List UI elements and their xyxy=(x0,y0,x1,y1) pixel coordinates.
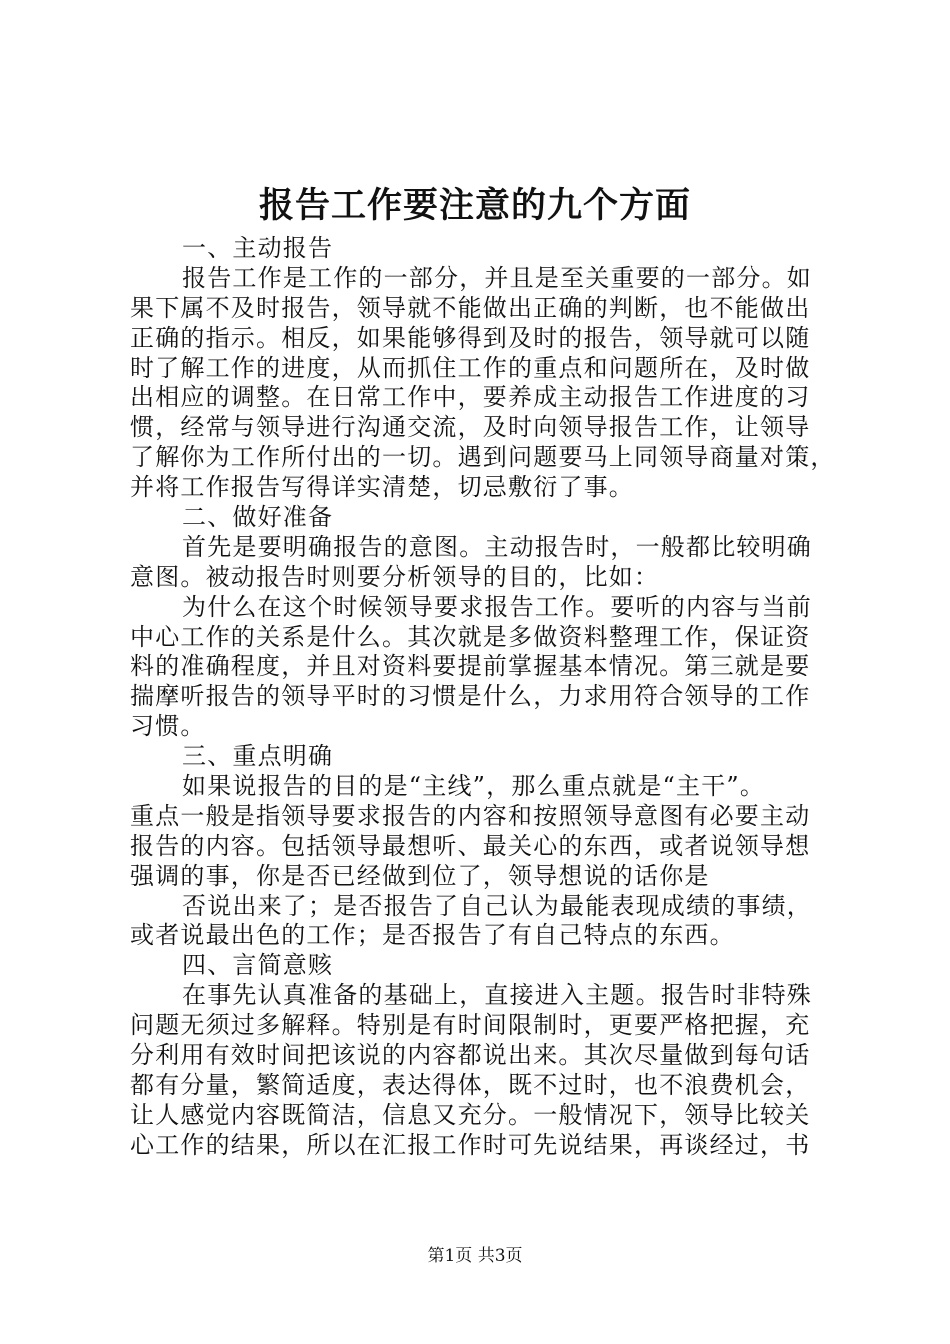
text-line: 料的准确程度，并且对资料要提前掌握基本情况。第三就是要 xyxy=(130,652,811,681)
text-line: 重点一般是指领导要求报告的内容和按照领导意图有必要主动 xyxy=(130,801,811,830)
text-line: 惯，经常与领导进行沟通交流，及时向领导报告工作，让领导 xyxy=(130,413,811,442)
page-number-footer: 第1页 共3页 xyxy=(427,1246,523,1266)
text-line: 如果说报告的目的是“主线”，那么重点就是“主干”。 xyxy=(182,772,766,801)
text-line: 习惯。 xyxy=(130,712,206,741)
text-line: 了解你为工作所付出的一切。遇到问题要马上同领导商量对策， xyxy=(130,443,836,472)
text-line: 为什么在这个时候领导要求报告工作。要听的内容与当前 xyxy=(182,592,812,621)
text-line: 在事先认真准备的基础上，直接进入主题。报告时非特殊 xyxy=(182,981,812,1010)
text-line: 出相应的调整。在日常工作中，要养成主动报告工作进度的习 xyxy=(130,383,811,412)
text-line: 并将工作报告写得详实清楚，切忌敷衍了事。 xyxy=(130,473,634,502)
text-line: 强调的事，你是否已经做到位了，领导想说的话你是 xyxy=(130,861,710,890)
text-line: 意图。被动报告时则要分析领导的目的，比如： xyxy=(130,562,660,591)
text-line: 果下属不及时报告，领导就不能做出正确的判断，也不能做出 xyxy=(130,293,811,322)
text-line: 揣摩听报告的领导平时的习惯是什么，力求用符合领导的工作 xyxy=(130,682,811,711)
text-line: 正确的指示。相反，如果能够得到及时的报告，领导就可以随 xyxy=(130,323,811,352)
text-line: 二、做好准备 xyxy=(182,503,334,532)
text-line: 或者说最出色的工作；是否报告了有自己特点的东西。 xyxy=(130,921,735,950)
text-line: 问题无须过多解释。特别是有时间限制时，更要严格把握，充 xyxy=(130,1011,811,1040)
text-line: 都有分量，繁简适度，表达得体，既不过时，也不浪费机会， xyxy=(130,1070,811,1099)
text-line: 否说出来了；是否报告了自己认为最能表现成绩的事绩， xyxy=(182,891,812,920)
document-body xyxy=(130,234,836,1161)
text-line: 报告工作是工作的一部分，并且是至关重要的一部分。如 xyxy=(182,263,812,292)
document-title: 报告工作要注意的九个方面 xyxy=(258,185,691,226)
text-line: 时了解工作的进度，从而抓住工作的重点和问题所在，及时做 xyxy=(130,353,811,382)
text-line: 让人感觉内容既简洁，信息又充分。一般情况下，领导比较关 xyxy=(130,1100,811,1129)
text-line: 中心工作的关系是什么。其次就是多做资料整理工作，保证资 xyxy=(130,622,811,651)
text-line: 分利用有效时间把该说的内容都说出来。其次尽量做到每句话 xyxy=(130,1041,811,1070)
text-line: 一、主动报告 xyxy=(182,234,334,262)
text-line: 首先是要明确报告的意图。主动报告时，一般都比较明确 xyxy=(182,532,812,561)
text-line: 三、重点明确 xyxy=(182,742,334,771)
text-line: 四、言简意赅 xyxy=(182,951,334,980)
text-line: 报告的内容。包括领导最想听、最关心的东西，或者说领导想 xyxy=(130,831,811,860)
text-line: 心工作的结果，所以在汇报工作时可先说结果，再谈经过，书 xyxy=(130,1130,811,1159)
